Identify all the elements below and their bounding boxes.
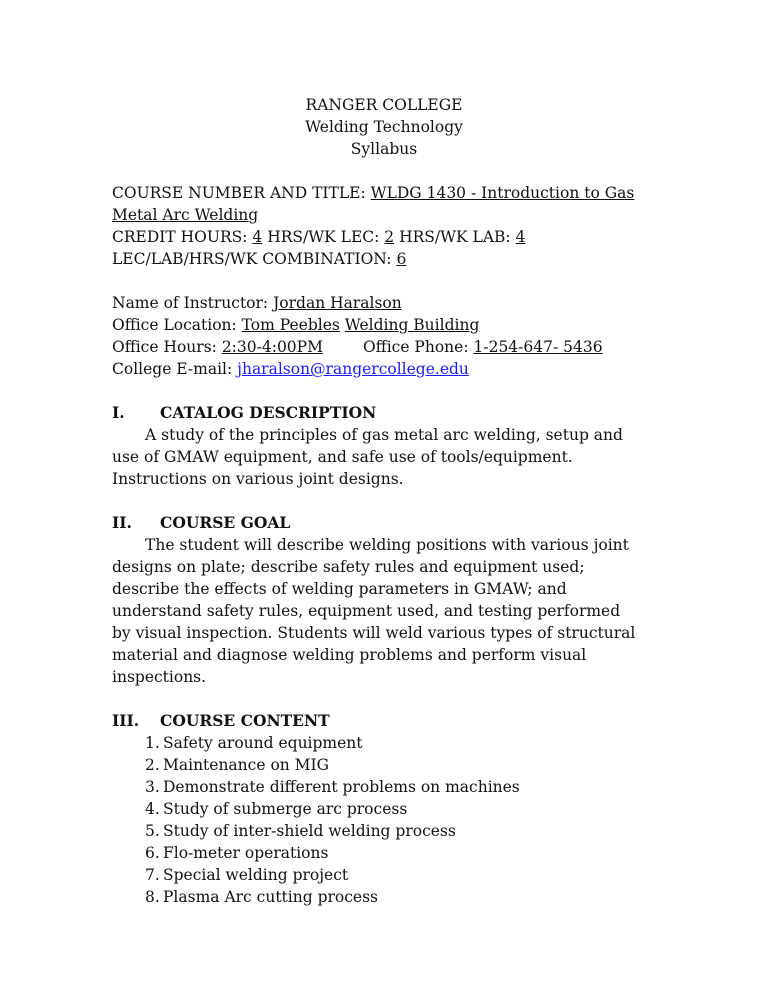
list-item: 6. Flo-meter operations bbox=[145, 844, 329, 862]
list-item: 1. Safety around equipment bbox=[145, 734, 363, 752]
section-title: COURSE GOAL bbox=[160, 513, 291, 532]
department: Welding Technology bbox=[305, 118, 463, 136]
location-line bbox=[112, 314, 642, 336]
list-item: 4. Study of submerge arc process bbox=[145, 800, 408, 818]
hours-line bbox=[112, 226, 642, 248]
email-line bbox=[112, 358, 642, 380]
content-list bbox=[112, 732, 642, 908]
section-title: COURSE CONTENT bbox=[160, 711, 330, 730]
lec-hours: 2 bbox=[384, 228, 395, 246]
label: HRS/WK LAB: bbox=[394, 228, 516, 246]
section-number: III. bbox=[112, 711, 140, 730]
section-number: I. bbox=[112, 403, 125, 422]
list-item: 5. Study of inter-shield welding process bbox=[145, 822, 456, 840]
combination-line bbox=[112, 248, 642, 270]
email-link[interactable]: jharalson@rangercollege.edu bbox=[237, 360, 469, 378]
office-hours: 2:30-4:00PM bbox=[221, 338, 323, 356]
label: Office Phone: bbox=[362, 338, 474, 356]
label: Office Hours: bbox=[112, 338, 222, 356]
list-item: 3. Demonstrate different problems on machines bbox=[145, 778, 520, 796]
location-a: Tom Peebles bbox=[241, 316, 340, 334]
office-phone: 1-254-647- 5436 bbox=[473, 338, 603, 356]
instructor-line bbox=[112, 292, 642, 314]
label: LEC/LAB/HRS/WK COMBINATION: bbox=[112, 250, 397, 268]
doc-type: Syllabus bbox=[350, 140, 418, 158]
list-item: 7. Special welding project bbox=[145, 866, 349, 884]
label: COURSE NUMBER AND TITLE: bbox=[112, 184, 371, 202]
combination-hours: 6 bbox=[396, 250, 407, 268]
hours-phone-line bbox=[112, 336, 642, 358]
label: CREDIT HOURS: bbox=[112, 228, 253, 246]
label: HRS/WK LEC: bbox=[262, 228, 385, 246]
instructor-name: Jordan Haralson bbox=[273, 294, 402, 312]
label: Office Location: bbox=[112, 316, 242, 334]
list-item: 8. Plasma Arc cutting process bbox=[145, 888, 378, 906]
section-text: The student will describe welding positions with various joint designs on plate; describe safety rules and equipment used; describe the effects of welding parameters in GMAW; and understand safety rules, equipment used, and testing performed by visual inspection. Students will weld various types of structural material and diagnose welding problems and perform visual inspections. bbox=[112, 536, 636, 686]
label: College E-mail: bbox=[112, 360, 238, 378]
section-title: CATALOG DESCRIPTION bbox=[160, 403, 377, 422]
section-number: II. bbox=[112, 513, 132, 532]
course-title: WLDG 1430 - Introduction to Gas Metal Arc Welding bbox=[112, 184, 635, 224]
label: Name of Instructor: bbox=[112, 294, 274, 312]
location-b: Welding Building bbox=[344, 316, 480, 334]
header bbox=[112, 94, 656, 160]
course-title-line bbox=[112, 182, 642, 226]
lab-hours: 4 bbox=[515, 228, 526, 246]
section-heading bbox=[112, 710, 642, 732]
section-heading bbox=[112, 512, 642, 534]
section-heading bbox=[112, 402, 642, 424]
credit-hours: 4 bbox=[252, 228, 263, 246]
list-item: 2. Maintenance on MIG bbox=[145, 756, 330, 774]
college-name: RANGER COLLEGE bbox=[305, 96, 463, 114]
section-text: A study of the principles of gas metal arc welding, setup and use of GMAW equipment, and safe use of tools/equipment. Instructions on various joint designs. bbox=[112, 426, 623, 488]
